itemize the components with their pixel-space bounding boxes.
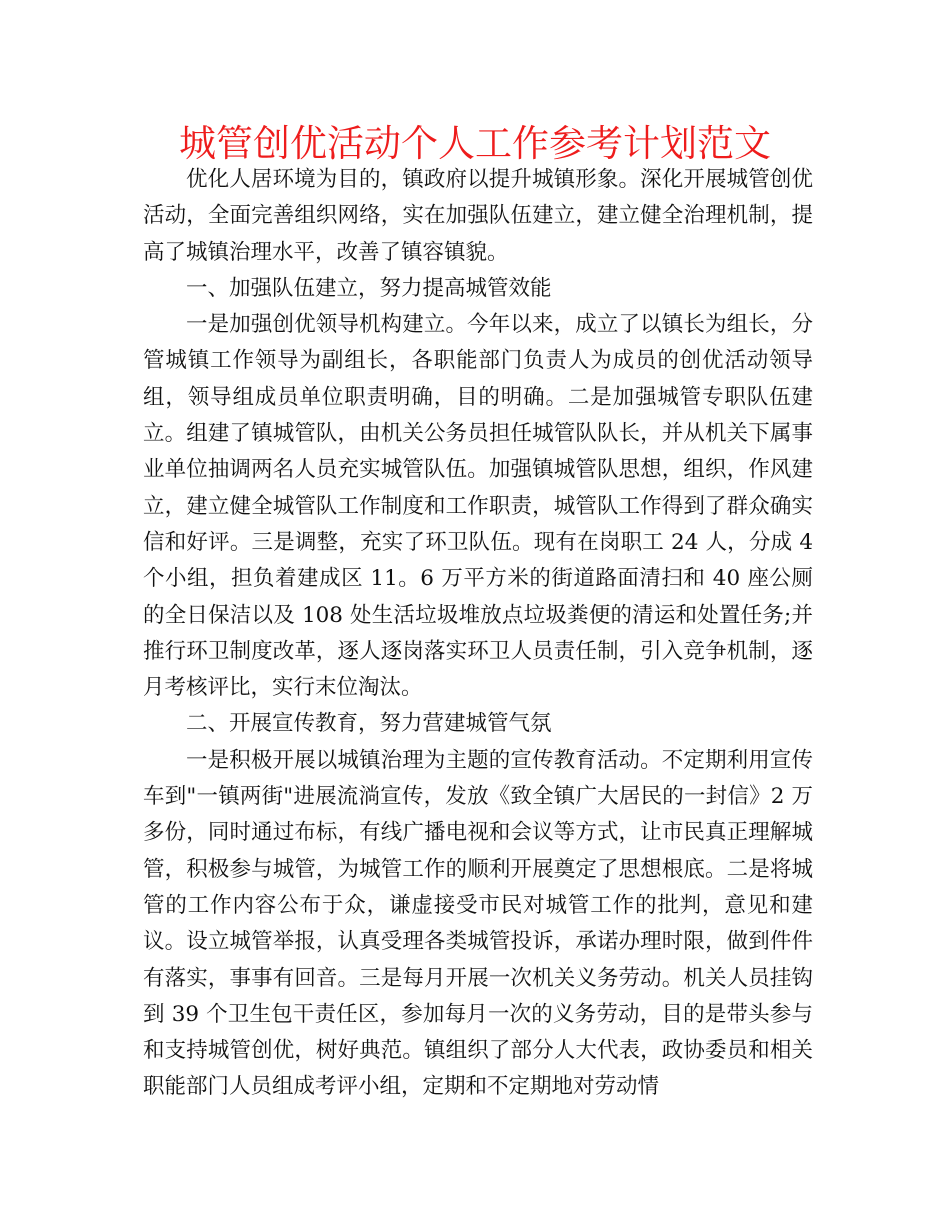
section-heading-2: 二、开展宣传教育，努力营建城管气氛 xyxy=(186,711,552,737)
intro-paragraph: 优化人居环境为目的，镇政府以提升城镇形象。深化开展城管创优活动，全面完善组织网络，实在加强队伍建立，建立健全治理机制，提高了城镇治理水平，改善了镇容镇貌。 xyxy=(143,167,813,265)
document-title: 城管创优活动个人工作参考计划范文 xyxy=(179,122,771,165)
section-1-paragraph: 一是加强创优领导机构建立。今年以来，成立了以镇长为组长，分管城镇工作领导为副组长，各职能部门负责人为成员的创优活动领导组，领导组成员单位职责明确，目的明确。二是加强城管专职队伍建立。组建了镇城管队，由机关公务员担任城管队队长，并从机关下属事业单位抽调两名人员充实城管队伍。加强镇城管队思想，组织，作风建立，建立健全城管队工作制度和工作职责，城管队工作得到了群众确实信和好评。三是调整，充实了环卫队伍。现有在岗职工 24 人，分成 4 个小组，担负着建成区 11。6 万平方米的街道路面清扫和 40 座公厕的全日保洁以及 108 处生活垃圾堆放点垃圾粪便的清运和处置任务;并推行环卫制度改革，逐人逐岗落实环卫人员责任制，引入竞争机制，逐月考核评比，实行末位淘汰。 xyxy=(143,312,813,701)
section-heading-1: 一、加强队伍建立，努力提高城管效能 xyxy=(186,275,552,301)
section-2-paragraph: 一是积极开展以城镇治理为主题的宣传教育活动。不定期利用宣传车到"一镇两街"进展流淌宣传，发放《致全镇广大居民的一封信》2 万多份，同时通过布标，有线广播电视和会议等方式，让市民真正理解城管，积极参与城管，为城管工作的顺利开展奠定了思想根底。二是将城管的工作内容公布于众，谦虚接受市民对城管工作的批判，意见和建议。设立城管举报，认真受理各类城管投诉，承诺办理时限，做到件件有落实，事事有回音。三是每月开展一次机关义务劳动。机关人员挂钩到 39 个卫生包干责任区，参加每月一次的义务劳动，目的是带头参与和支持城管创优，树好典范。镇组织了部分人大代表，政协委员和相关职能部门人员组成考评小组，定期和不定期地对劳动情 xyxy=(143,747,813,1100)
document-body xyxy=(143,162,813,1106)
